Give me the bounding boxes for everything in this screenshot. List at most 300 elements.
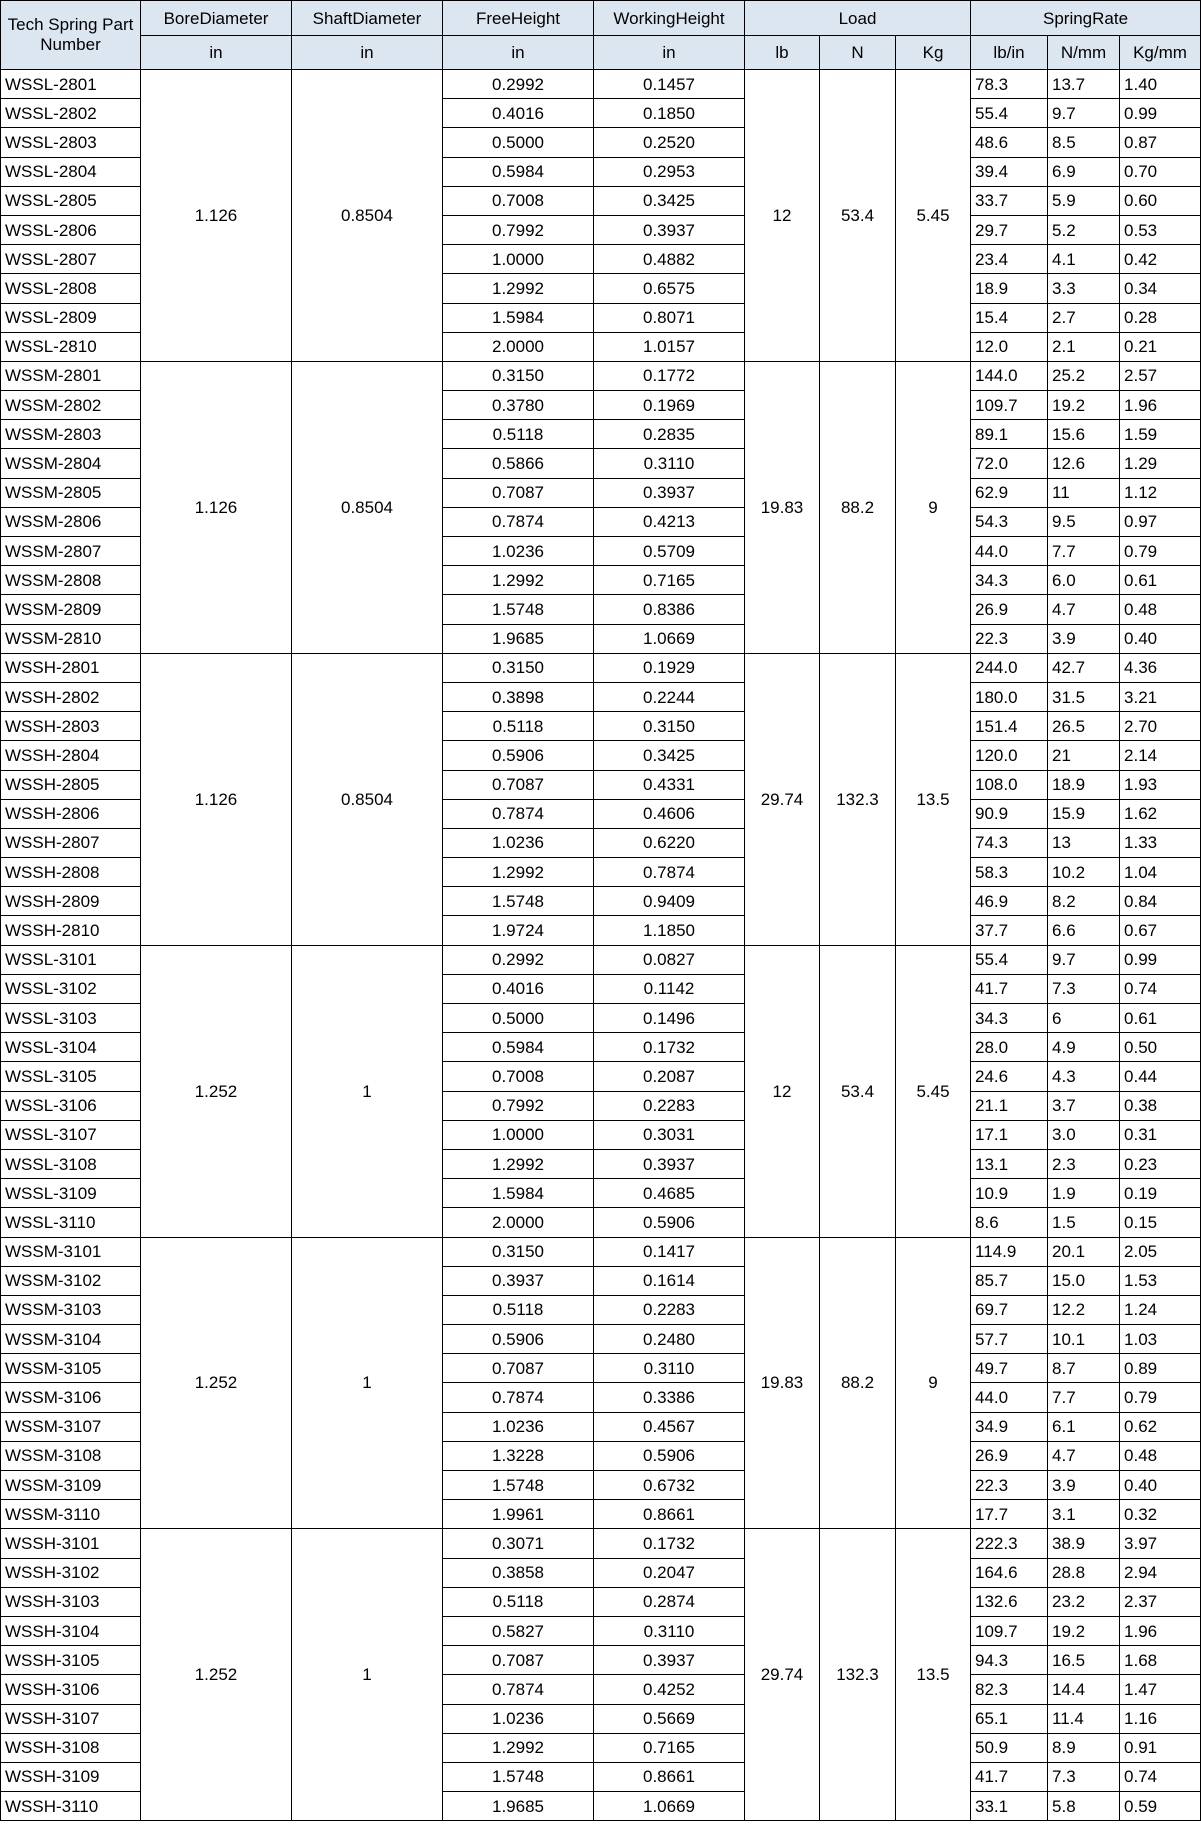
part-number-cell: WSSH-2807 [1,828,141,857]
spring-rate-kg-mm-cell: 2.05 [1120,1237,1201,1266]
spring-rate-lb-in-cell: 55.4 [971,99,1048,128]
spring-rate-n-mm-cell: 3.0 [1048,1120,1120,1149]
spring-rate-lb-in-cell: 89.1 [971,420,1048,449]
spring-rate-n-mm-cell: 12.2 [1048,1295,1120,1324]
spring-rate-n-mm-cell: 2.7 [1048,303,1120,332]
spring-rate-n-mm-cell: 3.1 [1048,1500,1120,1529]
spring-rate-n-mm-cell: 1.5 [1048,1208,1120,1237]
spring-rate-kg-mm-cell: 2.14 [1120,741,1201,770]
free-height-cell: 0.5118 [443,420,594,449]
header-row-units [1,36,1201,70]
spring-rate-kg-mm-cell: 0.21 [1120,332,1201,361]
part-number-cell: WSSL-2808 [1,274,141,303]
spring-rate-kg-mm-cell: 0.40 [1120,624,1201,653]
spring-rate-kg-mm-cell: 1.93 [1120,770,1201,799]
part-number-cell: WSSL-2806 [1,215,141,244]
spring-rate-kg-mm-cell: 3.21 [1120,682,1201,711]
part-number-cell: WSSM-3101 [1,1237,141,1266]
working-height-cell: 0.8386 [594,595,745,624]
spring-rate-kg-mm-cell: 1.12 [1120,478,1201,507]
spring-rate-n-mm-cell: 5.2 [1048,215,1120,244]
free-height-cell: 0.7087 [443,770,594,799]
working-height-cell: 1.0157 [594,332,745,361]
load-n-cell: 132.3 [820,1529,896,1821]
spring-rate-n-mm-cell: 4.7 [1048,595,1120,624]
spring-rate-n-mm-cell: 2.1 [1048,332,1120,361]
spring-rate-kg-mm-cell: 0.15 [1120,1208,1201,1237]
part-number-cell: WSSM-2810 [1,624,141,653]
part-number-cell: WSSH-3102 [1,1558,141,1587]
table-row [1,70,1201,99]
bore-diameter-cell: 1.126 [141,653,292,945]
spring-rate-lb-in-cell: 41.7 [971,1762,1048,1791]
working-height-cell: 0.6575 [594,274,745,303]
load-kg-cell: 9 [896,361,971,653]
bore-diameter-cell: 1.252 [141,1529,292,1821]
working-height-cell: 0.1417 [594,1237,745,1266]
spring-rate-lb-in-cell: 120.0 [971,741,1048,770]
spring-rate-kg-mm-cell: 2.57 [1120,361,1201,390]
header-bore-diameter: BoreDiameter [141,1,292,36]
free-height-cell: 0.3150 [443,1237,594,1266]
part-number-cell: WSSM-2807 [1,537,141,566]
part-number-cell: WSSH-3106 [1,1675,141,1704]
free-height-cell: 1.3228 [443,1441,594,1470]
spring-rate-n-mm-cell: 6.1 [1048,1412,1120,1441]
spring-rate-kg-mm-cell: 1.33 [1120,828,1201,857]
spring-rate-lb-in-cell: 164.6 [971,1558,1048,1587]
part-number-cell: WSSH-2805 [1,770,141,799]
free-height-cell: 0.5866 [443,449,594,478]
table-row [1,945,1201,974]
spring-rate-lb-in-cell: 57.7 [971,1325,1048,1354]
spring-rate-n-mm-cell: 19.2 [1048,1616,1120,1645]
table-row [1,1529,1201,1558]
free-height-cell: 0.7874 [443,1383,594,1412]
spring-rate-kg-mm-cell: 0.50 [1120,1033,1201,1062]
spring-rate-lb-in-cell: 41.7 [971,974,1048,1003]
unit-load-kg: Kg [896,36,971,70]
spring-rate-kg-mm-cell: 1.62 [1120,799,1201,828]
working-height-cell: 0.3425 [594,186,745,215]
part-number-cell: WSSL-2801 [1,70,141,99]
part-number-cell: WSSM-3103 [1,1295,141,1324]
spring-rate-lb-in-cell: 108.0 [971,770,1048,799]
spring-rate-lb-in-cell: 12.0 [971,332,1048,361]
spring-rate-n-mm-cell: 3.9 [1048,624,1120,653]
spring-rate-n-mm-cell: 11.4 [1048,1704,1120,1733]
spring-rate-kg-mm-cell: 0.40 [1120,1471,1201,1500]
free-height-cell: 1.5748 [443,1471,594,1500]
free-height-cell: 2.0000 [443,332,594,361]
spring-rate-kg-mm-cell: 0.34 [1120,274,1201,303]
free-height-cell: 1.9961 [443,1500,594,1529]
spring-rate-lb-in-cell: 65.1 [971,1704,1048,1733]
spring-rate-kg-mm-cell: 0.79 [1120,1383,1201,1412]
part-number-cell: WSSM-2806 [1,507,141,536]
free-height-cell: 0.5984 [443,157,594,186]
spring-rate-kg-mm-cell: 0.70 [1120,157,1201,186]
load-kg-cell: 9 [896,1237,971,1529]
header-load: Load [745,1,971,36]
spring-rate-n-mm-cell: 4.1 [1048,245,1120,274]
working-height-cell: 0.5906 [594,1441,745,1470]
spring-rate-lb-in-cell: 58.3 [971,858,1048,887]
working-height-cell: 0.6732 [594,1471,745,1500]
part-number-cell: WSSL-2804 [1,157,141,186]
unit-free-height: in [443,36,594,70]
spring-rate-kg-mm-cell: 0.48 [1120,595,1201,624]
spring-rate-kg-mm-cell: 1.16 [1120,1704,1201,1733]
working-height-cell: 0.8661 [594,1762,745,1791]
free-height-cell: 1.0236 [443,1412,594,1441]
working-height-cell: 0.3425 [594,741,745,770]
unit-shaft: in [292,36,443,70]
free-height-cell: 1.2992 [443,1733,594,1762]
spring-rate-lb-in-cell: 17.7 [971,1500,1048,1529]
part-number-cell: WSSH-3107 [1,1704,141,1733]
load-lb-cell: 19.83 [745,1237,820,1529]
part-number-cell: WSSH-3105 [1,1646,141,1675]
free-height-cell: 0.3150 [443,653,594,682]
spring-rate-lb-in-cell: 55.4 [971,945,1048,974]
load-n-cell: 53.4 [820,70,896,362]
spring-rate-lb-in-cell: 50.9 [971,1733,1048,1762]
spring-rate-lb-in-cell: 28.0 [971,1033,1048,1062]
working-height-cell: 0.2480 [594,1325,745,1354]
free-height-cell: 1.5984 [443,303,594,332]
part-number-cell: WSSL-2805 [1,186,141,215]
spring-rate-kg-mm-cell: 1.47 [1120,1675,1201,1704]
free-height-cell: 0.7087 [443,1646,594,1675]
part-number-cell: WSSH-2806 [1,799,141,828]
working-height-cell: 0.3110 [594,449,745,478]
working-height-cell: 0.3937 [594,215,745,244]
part-number-cell: WSSH-2801 [1,653,141,682]
spring-rate-n-mm-cell: 9.5 [1048,507,1120,536]
spring-rate-lb-in-cell: 26.9 [971,1441,1048,1470]
shaft-diameter-cell: 1 [292,1237,443,1529]
working-height-cell: 0.1772 [594,361,745,390]
load-kg-cell: 5.45 [896,70,971,362]
spring-rate-kg-mm-cell: 0.97 [1120,507,1201,536]
working-height-cell: 0.2047 [594,1558,745,1587]
spring-rate-n-mm-cell: 15.6 [1048,420,1120,449]
working-height-cell: 0.2835 [594,420,745,449]
spring-rate-lb-in-cell: 15.4 [971,303,1048,332]
unit-load-n: N [820,36,896,70]
spring-rate-kg-mm-cell: 0.89 [1120,1354,1201,1383]
load-lb-cell: 12 [745,70,820,362]
header-shaft-diameter: ShaftDiameter [292,1,443,36]
part-number-cell: WSSL-3104 [1,1033,141,1062]
spring-rate-kg-mm-cell: 1.29 [1120,449,1201,478]
spring-rate-n-mm-cell: 3.9 [1048,1471,1120,1500]
working-height-cell: 0.2953 [594,157,745,186]
free-height-cell: 0.5118 [443,1295,594,1324]
working-height-cell: 0.3937 [594,1149,745,1178]
spring-rate-lb-in-cell: 22.3 [971,624,1048,653]
part-number-cell: WSSM-2808 [1,566,141,595]
spring-rate-kg-mm-cell: 0.44 [1120,1062,1201,1091]
working-height-cell: 1.1850 [594,916,745,945]
load-kg-cell: 13.5 [896,653,971,945]
bore-diameter-cell: 1.252 [141,945,292,1237]
table-body [1,70,1201,1821]
spring-rate-n-mm-cell: 6.6 [1048,916,1120,945]
part-number-cell: WSSL-3109 [1,1179,141,1208]
spring-rate-n-mm-cell: 10.2 [1048,858,1120,887]
spring-rate-kg-mm-cell: 0.28 [1120,303,1201,332]
working-height-cell: 0.4331 [594,770,745,799]
working-height-cell: 0.9409 [594,887,745,916]
spring-rate-kg-mm-cell: 1.03 [1120,1325,1201,1354]
free-height-cell: 1.0236 [443,537,594,566]
working-height-cell: 0.4685 [594,1179,745,1208]
header-free-height: FreeHeight [443,1,594,36]
spring-rate-n-mm-cell: 3.3 [1048,274,1120,303]
spring-rate-kg-mm-cell: 0.31 [1120,1120,1201,1149]
free-height-cell: 0.5118 [443,712,594,741]
spring-rate-n-mm-cell: 8.5 [1048,128,1120,157]
spring-rate-n-mm-cell: 38.9 [1048,1529,1120,1558]
spring-rate-lb-in-cell: 8.6 [971,1208,1048,1237]
spring-rate-lb-in-cell: 90.9 [971,799,1048,828]
free-height-cell: 2.0000 [443,1208,594,1237]
spring-rate-n-mm-cell: 8.7 [1048,1354,1120,1383]
spring-rate-n-mm-cell: 6.0 [1048,566,1120,595]
spring-rate-kg-mm-cell: 1.04 [1120,858,1201,887]
spring-rate-n-mm-cell: 7.7 [1048,537,1120,566]
spring-rate-kg-mm-cell: 4.36 [1120,653,1201,682]
spring-rate-n-mm-cell: 18.9 [1048,770,1120,799]
part-number-cell: WSSL-3106 [1,1091,141,1120]
table-row [1,361,1201,390]
free-height-cell: 0.4016 [443,974,594,1003]
spring-rate-kg-mm-cell: 0.62 [1120,1412,1201,1441]
working-height-cell: 0.0827 [594,945,745,974]
spring-rate-kg-mm-cell: 3.97 [1120,1529,1201,1558]
free-height-cell: 1.2992 [443,274,594,303]
spring-rate-lb-in-cell: 69.7 [971,1295,1048,1324]
free-height-cell: 1.5748 [443,1762,594,1791]
part-number-cell: WSSL-2802 [1,99,141,128]
free-height-cell: 1.2992 [443,566,594,595]
spring-rate-kg-mm-cell: 0.74 [1120,974,1201,1003]
spring-rate-kg-mm-cell: 0.60 [1120,186,1201,215]
spring-rate-lb-in-cell: 33.1 [971,1792,1048,1821]
spring-rate-n-mm-cell: 5.8 [1048,1792,1120,1821]
spring-rate-n-mm-cell: 5.9 [1048,186,1120,215]
unit-rate-kg-mm: Kg/mm [1120,36,1201,70]
header-working-height: WorkingHeight [594,1,745,36]
free-height-cell: 0.7992 [443,215,594,244]
free-height-cell: 0.7008 [443,186,594,215]
part-number-cell: WSSM-3104 [1,1325,141,1354]
spring-rate-kg-mm-cell: 0.19 [1120,1179,1201,1208]
spring-rate-kg-mm-cell: 0.61 [1120,1004,1201,1033]
free-height-cell: 0.7874 [443,507,594,536]
spring-rate-kg-mm-cell: 1.59 [1120,420,1201,449]
spring-rate-kg-mm-cell: 0.42 [1120,245,1201,274]
free-height-cell: 0.3898 [443,682,594,711]
part-number-cell: WSSM-2804 [1,449,141,478]
unit-working-height: in [594,36,745,70]
spring-rate-kg-mm-cell: 0.74 [1120,1762,1201,1791]
spring-rate-kg-mm-cell: 0.38 [1120,1091,1201,1120]
spring-rate-kg-mm-cell: 0.91 [1120,1733,1201,1762]
part-number-cell: WSSL-3102 [1,974,141,1003]
free-height-cell: 1.2992 [443,1149,594,1178]
working-height-cell: 0.3937 [594,478,745,507]
working-height-cell: 0.3386 [594,1383,745,1412]
part-number-cell: WSSM-3110 [1,1500,141,1529]
spring-rate-n-mm-cell: 9.7 [1048,945,1120,974]
part-number-cell: WSSL-2803 [1,128,141,157]
working-height-cell: 0.8071 [594,303,745,332]
spring-rate-kg-mm-cell: 0.87 [1120,128,1201,157]
spring-rate-lb-in-cell: 10.9 [971,1179,1048,1208]
part-number-cell: WSSM-3107 [1,1412,141,1441]
free-height-cell: 1.0236 [443,828,594,857]
load-kg-cell: 5.45 [896,945,971,1237]
spring-rate-lb-in-cell: 222.3 [971,1529,1048,1558]
free-height-cell: 0.4016 [443,99,594,128]
part-number-cell: WSSH-2802 [1,682,141,711]
spring-rate-n-mm-cell: 10.1 [1048,1325,1120,1354]
spring-rate-lb-in-cell: 34.9 [971,1412,1048,1441]
spring-rate-kg-mm-cell: 0.59 [1120,1792,1201,1821]
spring-rate-lb-in-cell: 94.3 [971,1646,1048,1675]
spring-rate-lb-in-cell: 72.0 [971,449,1048,478]
free-height-cell: 0.3858 [443,1558,594,1587]
spring-rate-n-mm-cell: 3.7 [1048,1091,1120,1120]
spring-rate-n-mm-cell: 8.2 [1048,887,1120,916]
spring-rate-n-mm-cell: 23.2 [1048,1587,1120,1616]
spring-rate-kg-mm-cell: 1.24 [1120,1295,1201,1324]
part-number-cell: WSSM-3105 [1,1354,141,1383]
unit-rate-n-mm: N/mm [1048,36,1120,70]
spring-rate-n-mm-cell: 7.7 [1048,1383,1120,1412]
spring-rate-n-mm-cell: 28.8 [1048,1558,1120,1587]
working-height-cell: 0.3937 [594,1646,745,1675]
working-height-cell: 0.4567 [594,1412,745,1441]
spring-rate-lb-in-cell: 144.0 [971,361,1048,390]
free-height-cell: 1.0000 [443,245,594,274]
part-number-cell: WSSH-3108 [1,1733,141,1762]
spring-rate-lb-in-cell: 39.4 [971,157,1048,186]
spring-rate-n-mm-cell: 9.7 [1048,99,1120,128]
spring-rate-n-mm-cell: 20.1 [1048,1237,1120,1266]
part-number-cell: WSSH-2804 [1,741,141,770]
spring-rate-lb-in-cell: 23.4 [971,245,1048,274]
free-height-cell: 0.3780 [443,391,594,420]
part-number-cell: WSSL-3105 [1,1062,141,1091]
spring-rate-lb-in-cell: 49.7 [971,1354,1048,1383]
part-number-cell: WSSL-3110 [1,1208,141,1237]
spring-rate-n-mm-cell: 11 [1048,478,1120,507]
spring-rate-lb-in-cell: 46.9 [971,887,1048,916]
working-height-cell: 0.5906 [594,1208,745,1237]
part-number-cell: WSSM-2805 [1,478,141,507]
spring-rate-n-mm-cell: 8.9 [1048,1733,1120,1762]
load-n-cell: 88.2 [820,1237,896,1529]
free-height-cell: 1.9685 [443,1792,594,1821]
part-number-cell: WSSL-3101 [1,945,141,974]
spring-rate-lb-in-cell: 17.1 [971,1120,1048,1149]
spring-rate-lb-in-cell: 114.9 [971,1237,1048,1266]
spring-rate-lb-in-cell: 22.3 [971,1471,1048,1500]
free-height-cell: 1.2992 [443,858,594,887]
part-number-cell: WSSH-2809 [1,887,141,916]
working-height-cell: 0.2087 [594,1062,745,1091]
free-height-cell: 0.5000 [443,1004,594,1033]
spring-rate-lb-in-cell: 109.7 [971,391,1048,420]
part-number-cell: WSSL-3103 [1,1004,141,1033]
load-kg-cell: 13.5 [896,1529,971,1821]
spring-rate-lb-in-cell: 244.0 [971,653,1048,682]
spring-rate-n-mm-cell: 14.4 [1048,1675,1120,1704]
part-number-cell: WSSH-2803 [1,712,141,741]
working-height-cell: 0.4252 [594,1675,745,1704]
spring-rate-n-mm-cell: 12.6 [1048,449,1120,478]
free-height-cell: 1.0236 [443,1704,594,1733]
spring-rate-lb-in-cell: 34.3 [971,1004,1048,1033]
spring-rate-kg-mm-cell: 0.79 [1120,537,1201,566]
spring-rate-kg-mm-cell: 1.53 [1120,1266,1201,1295]
spring-rate-lb-in-cell: 82.3 [971,1675,1048,1704]
working-height-cell: 0.6220 [594,828,745,857]
spring-rate-kg-mm-cell: 0.99 [1120,945,1201,974]
spring-rate-lb-in-cell: 37.7 [971,916,1048,945]
load-lb-cell: 29.74 [745,1529,820,1821]
spring-rate-n-mm-cell: 15.0 [1048,1266,1120,1295]
spring-rate-kg-mm-cell: 1.40 [1120,70,1201,99]
part-number-cell: WSSH-3103 [1,1587,141,1616]
free-height-cell: 0.7087 [443,1354,594,1383]
free-height-cell: 0.7087 [443,478,594,507]
free-height-cell: 0.5118 [443,1587,594,1616]
part-number-cell: WSSL-2807 [1,245,141,274]
spring-rate-n-mm-cell: 31.5 [1048,682,1120,711]
free-height-cell: 0.5827 [443,1616,594,1645]
part-number-cell: WSSM-3106 [1,1383,141,1412]
spring-rate-lb-in-cell: 21.1 [971,1091,1048,1120]
spring-rate-lb-in-cell: 85.7 [971,1266,1048,1295]
spring-rate-n-mm-cell: 42.7 [1048,653,1120,682]
spring-rate-lb-in-cell: 18.9 [971,274,1048,303]
unit-rate-lb-in: lb/in [971,36,1048,70]
working-height-cell: 0.2244 [594,682,745,711]
spring-rate-kg-mm-cell: 0.84 [1120,887,1201,916]
part-number-cell: WSSM-2801 [1,361,141,390]
free-height-cell: 1.9685 [443,624,594,653]
spring-rate-n-mm-cell: 15.9 [1048,799,1120,828]
working-height-cell: 0.4882 [594,245,745,274]
spring-rate-n-mm-cell: 13.7 [1048,70,1120,99]
spring-rate-n-mm-cell: 16.5 [1048,1646,1120,1675]
part-number-cell: WSSL-2810 [1,332,141,361]
free-height-cell: 1.9724 [443,916,594,945]
spring-rate-lb-in-cell: 151.4 [971,712,1048,741]
bore-diameter-cell: 1.126 [141,70,292,362]
spring-rate-kg-mm-cell: 0.23 [1120,1149,1201,1178]
working-height-cell: 0.1142 [594,974,745,1003]
unit-bore: in [141,36,292,70]
working-height-cell: 0.8661 [594,1500,745,1529]
spring-rate-n-mm-cell: 6.9 [1048,157,1120,186]
working-height-cell: 1.0669 [594,624,745,653]
